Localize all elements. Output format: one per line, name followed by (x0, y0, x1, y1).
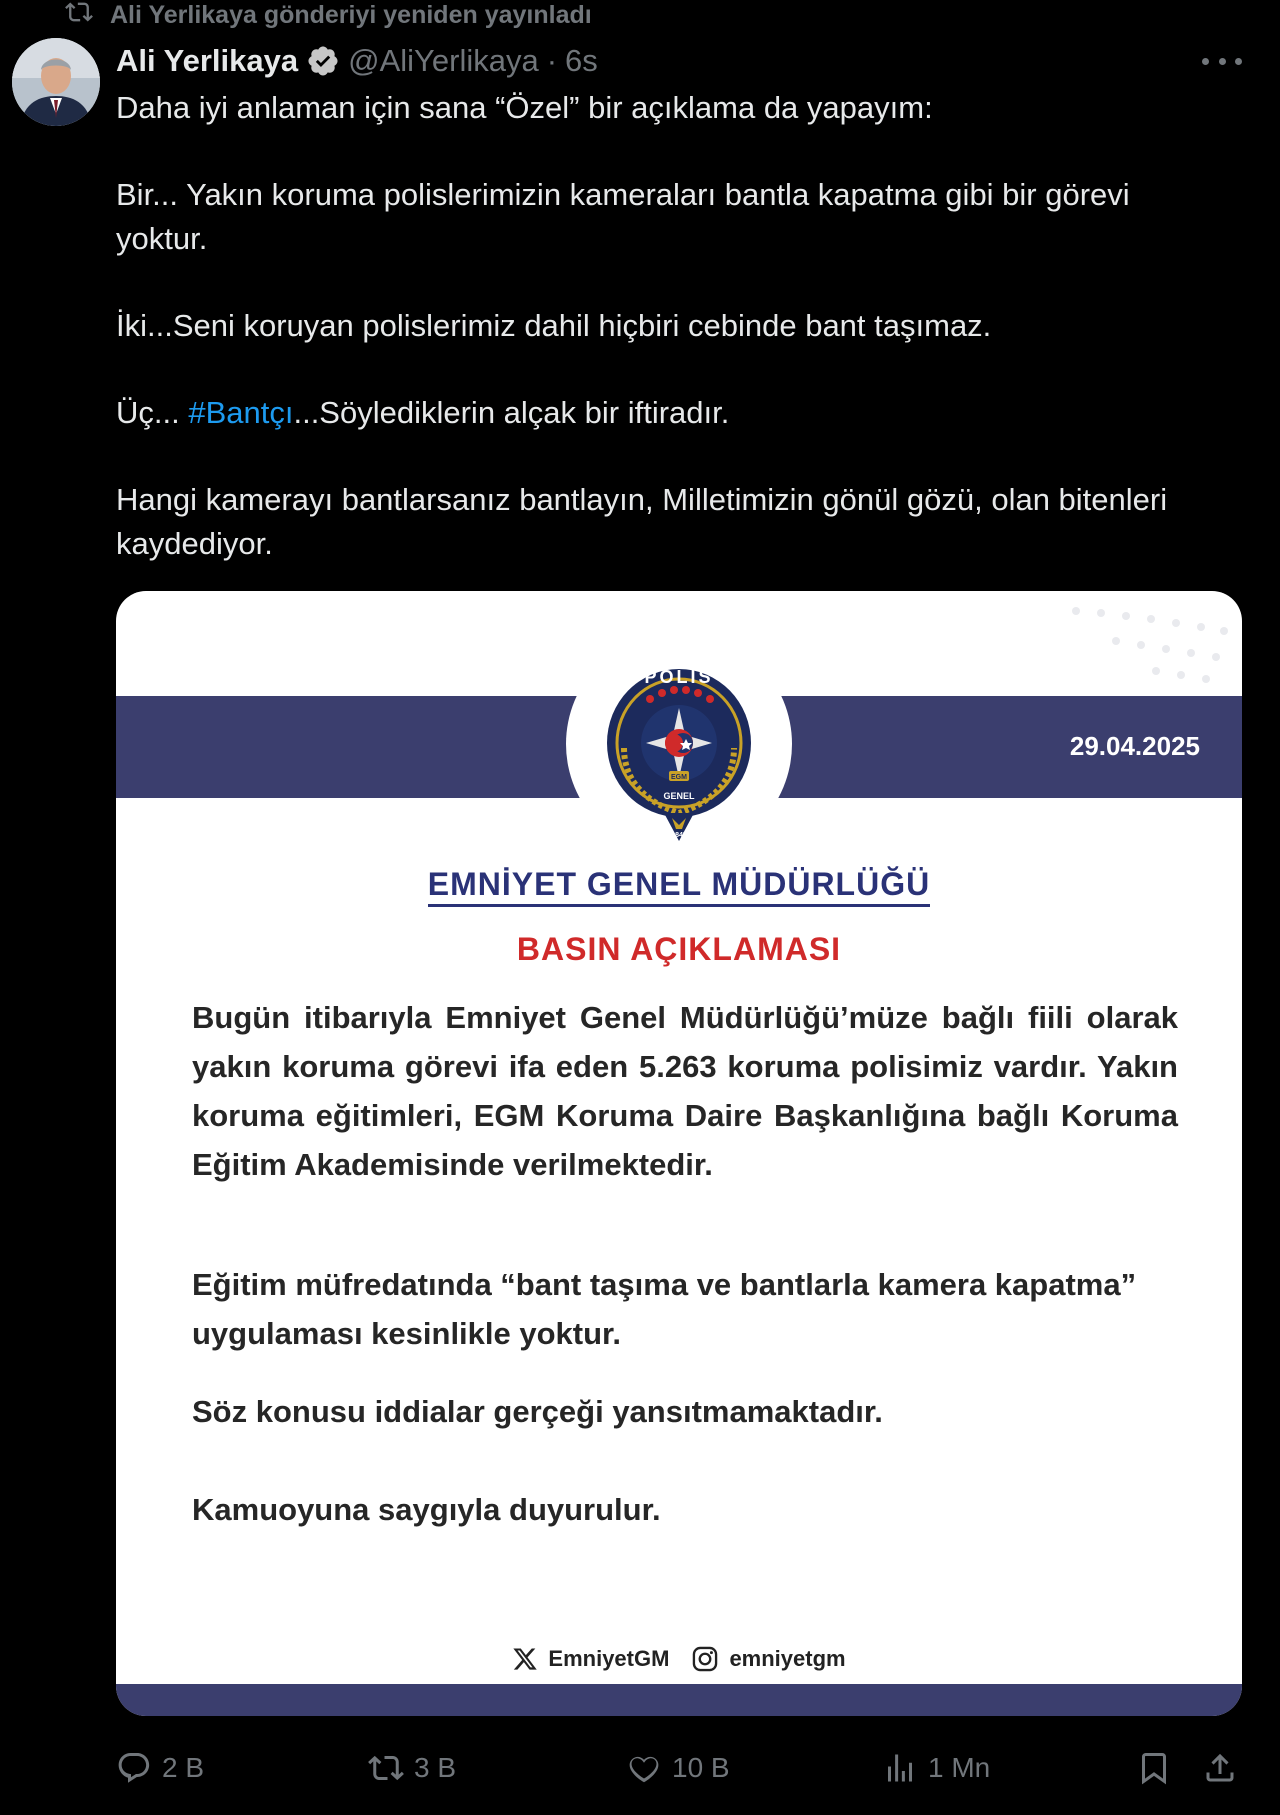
repost-button[interactable] (368, 1750, 456, 1786)
instagram-account-name: emniyetgm (729, 1646, 846, 1671)
tweet-text-fragment: ...Söylediklerin alçak bir iftiradır. (293, 395, 730, 430)
svg-text:GENEL: GENEL (663, 791, 695, 801)
action-bar (116, 1746, 1246, 1790)
time-separator: · (546, 43, 558, 78)
tweet-text (116, 86, 1226, 566)
repost-indicator[interactable] (62, 0, 592, 30)
svg-text:EGM: EGM (671, 774, 687, 781)
repost-label: Ali Yerlikaya gönderiyi yeniden yayınladı (110, 0, 592, 29)
instagram-account (691, 1645, 845, 1673)
repost-count: 3 B (414, 1752, 457, 1783)
instagram-logo-icon (691, 1645, 719, 1673)
views-icon (882, 1750, 918, 1786)
like-button[interactable] (626, 1750, 730, 1786)
tweet-header (116, 38, 1240, 84)
social-accounts (116, 1645, 1242, 1673)
bookmark-button[interactable] (1136, 1750, 1172, 1786)
share-icon (1202, 1750, 1238, 1786)
verified-badge-icon[interactable] (306, 44, 340, 78)
svg-text:1845: 1845 (671, 832, 687, 839)
tweet-paragraph: Daha iyi anlaman için sana “Özel” bir açıklama da yapayım: (116, 90, 933, 125)
footer-band (116, 1684, 1242, 1716)
organization-title (116, 866, 1242, 903)
author-name[interactable]: Ali Yerlikaya (116, 43, 299, 78)
avatar[interactable] (12, 38, 100, 126)
police-logo-icon (594, 653, 764, 843)
release-date: 29.04.2025 (1069, 731, 1200, 761)
tweet-paragraph: Hangi kamerayı bantlarsanız bantlayın, Milletimizin gönül gözü, olan bitenleri kaydediyor. (116, 482, 1168, 561)
statement-paragraph: Eğitim müfredatında “bant taşıma ve bantlarla kamera kapatma” uygulaması kesinlikle yoktur. (192, 1267, 1137, 1351)
statement-paragraph: Bugün itibarıyla Emniyet Genel Müdürlüğü’müze bağlı fiili olarak yakın koruma görevi ifa eden 5.263 koruma polisimiz vardır. Yakın koruma eğitimleri, EGM Koruma Daire Başkanlığına bağlı Koruma Eğitim Akademisinde verilmektedir. (192, 1000, 1178, 1182)
post-time[interactable]: 6s (565, 43, 598, 78)
organization-name: EMNİYET GENEL MÜDÜRLÜĞÜ (428, 866, 930, 907)
press-release-heading: BASIN AÇIKLAMASI (516, 931, 842, 967)
share-button[interactable] (1202, 1750, 1238, 1786)
attached-image[interactable] (116, 591, 1242, 1716)
statement-paragraph: Kamuoyuna saygıyla duyurulur. (192, 1492, 661, 1527)
like-count: 10 B (672, 1752, 730, 1783)
tweet-paragraph (116, 391, 1226, 435)
views-button[interactable] (882, 1750, 990, 1786)
bookmark-icon (1136, 1750, 1172, 1786)
police-emblem (566, 631, 792, 857)
views-count: 1 Mn (928, 1752, 991, 1783)
svg-text:POLİS: POLİS (644, 667, 714, 687)
tweet-paragraph: Bir... Yakın koruma polislerimizin kameraları bantla kapatma gibi bir görevi yoktur. (116, 177, 1130, 256)
x-logo-icon (512, 1646, 538, 1672)
reply-button[interactable] (116, 1750, 204, 1786)
tweet-text-fragment: Üç... (116, 395, 189, 430)
heart-icon (626, 1750, 662, 1786)
tweet-paragraph: İki...Seni koruyan polislerimiz dahil hiçbiri cebinde bant taşımaz. (116, 308, 992, 343)
reply-icon (116, 1750, 152, 1786)
repost-icon (62, 0, 96, 33)
repost-icon (368, 1750, 404, 1786)
statement-paragraph: Söz konusu iddialar gerçeği yansıtmamaktadır. (192, 1394, 883, 1429)
reply-count: 2 B (162, 1752, 205, 1783)
hashtag-link[interactable]: #Bantçı (188, 395, 294, 430)
x-account (512, 1646, 669, 1672)
author-handle[interactable]: @AliYerlikaya (348, 43, 539, 78)
more-options-icon[interactable] (1202, 46, 1242, 76)
x-account-name: EmniyetGM (548, 1646, 670, 1671)
